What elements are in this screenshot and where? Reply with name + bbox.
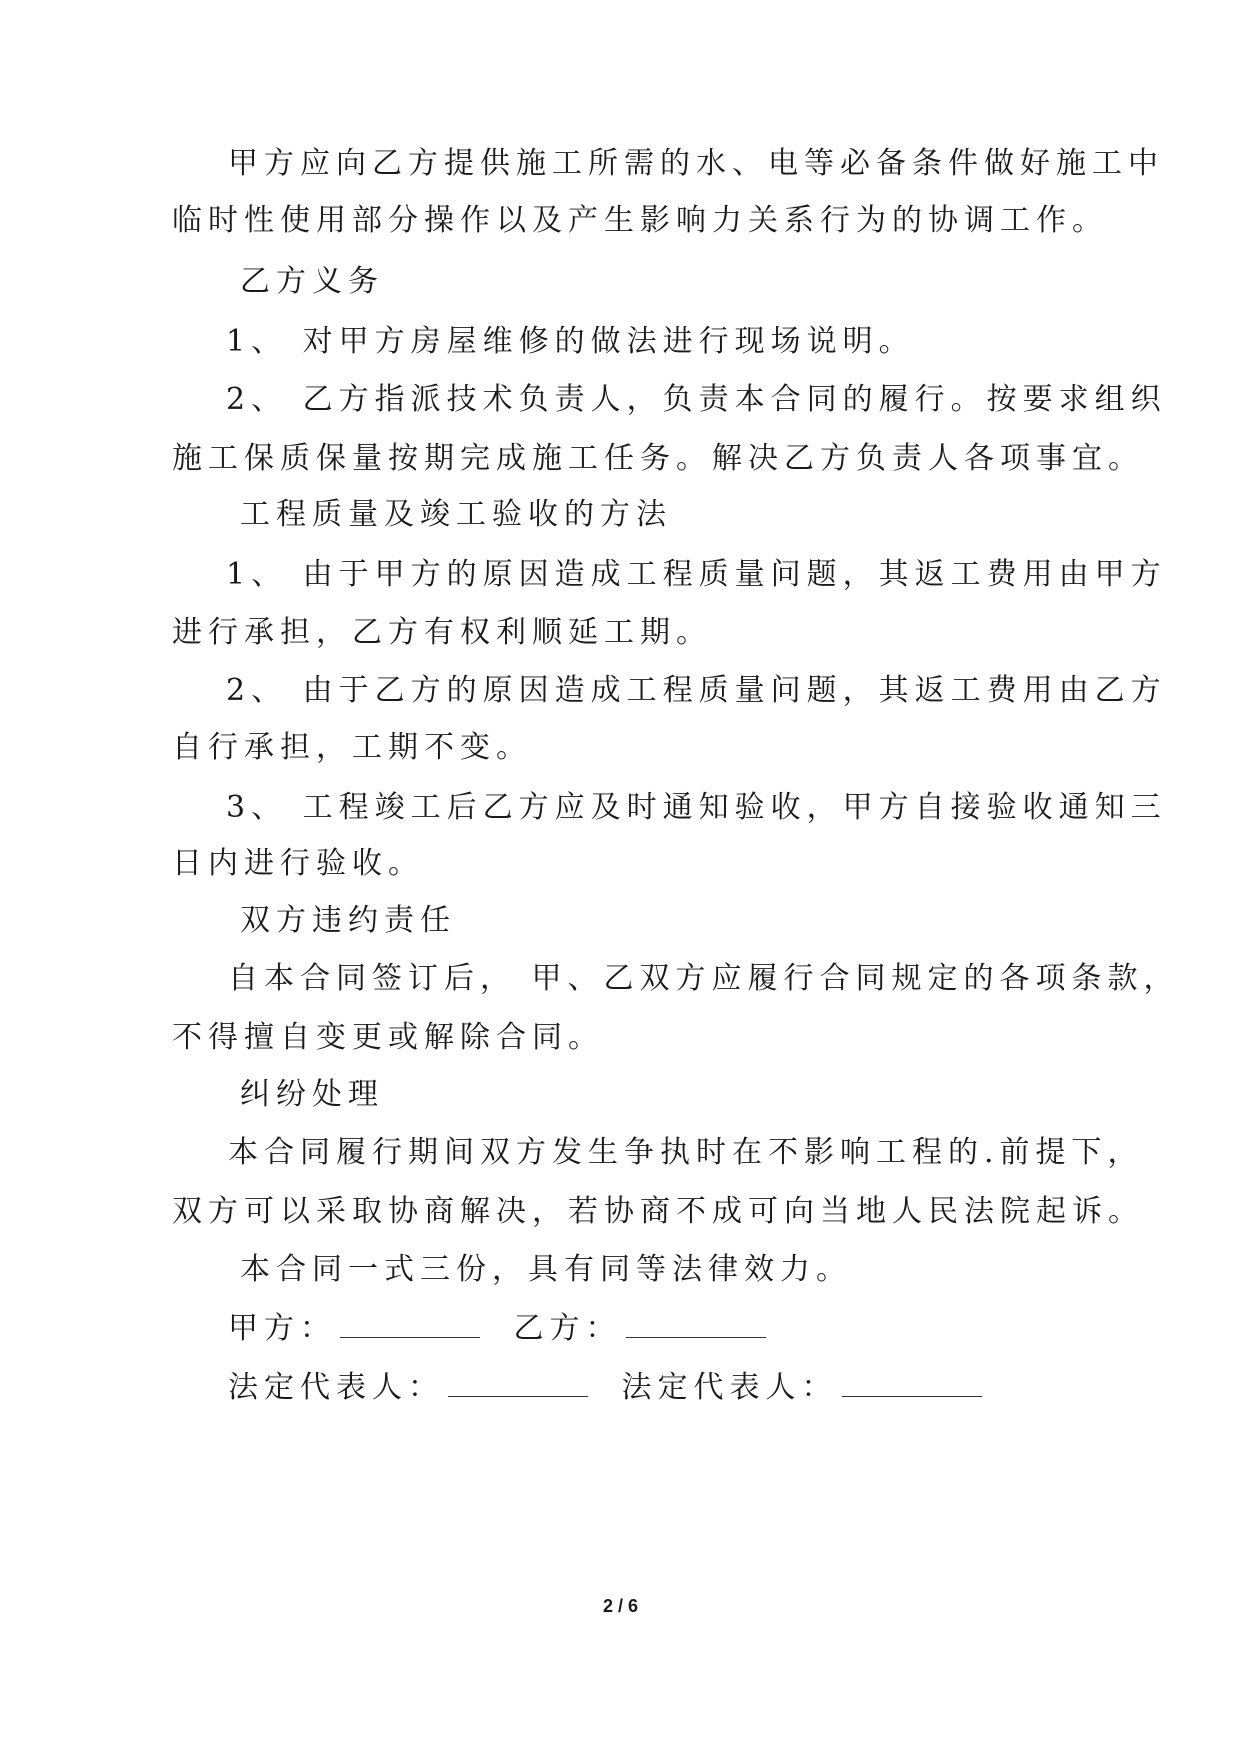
party-a-signature-line [340, 1311, 480, 1338]
section-heading: 工程质量及竣工验收的方法 [240, 497, 672, 532]
party-a-label: 甲方： [228, 1311, 336, 1346]
rep-a-signature-line [448, 1370, 588, 1397]
paragraph-line: 不得擅自变更或解除合同。 [172, 1020, 604, 1055]
party-b-signature-line [626, 1311, 766, 1338]
list-item: 3、 工程竣工后乙方应及时通知验收，甲方自接验收通知三 [226, 790, 1167, 825]
list-item: 2、 乙方指派技术负责人，负责本合同的履行。按要求组织 [226, 382, 1167, 417]
paragraph-line: 双方可以采取协商解决，若协商不成可向当地人民法院起诉。 [172, 1194, 1144, 1229]
section-heading: 纠纷处理 [240, 1077, 384, 1112]
paragraph-line: 临时性使用部分操作以及产生影响力关系行为的协调工作。 [172, 203, 1108, 238]
section-heading: 双方违约责任 [240, 903, 456, 938]
signature-row-parties [228, 1311, 766, 1347]
list-item: 1、 由于甲方的原因造成工程质量问题，其返工费用由甲方 [226, 557, 1167, 592]
list-item: 2、 由于乙方的原因造成工程质量问题，其返工费用由乙方 [226, 673, 1167, 708]
paragraph-line: 日内进行验收。 [172, 846, 424, 881]
paragraph-line: 自行承担，工期不变。 [172, 730, 532, 765]
page-number: 2 / 6 [602, 1596, 639, 1616]
paragraph-line: 本合同一式三份，具有同等法律效力。 [240, 1252, 852, 1287]
list-item: 1、 对甲方房屋维修的做法进行现场说明。 [226, 324, 915, 359]
paragraph-line: 进行承担，乙方有权利顺延工期。 [172, 615, 712, 650]
paragraph-line: 施工保质保量按期完成施工任务。解决乙方负责人各项事宜。 [172, 441, 1144, 476]
rep-a-label: 法定代表人： [228, 1370, 444, 1405]
section-heading: 乙方义务 [240, 264, 384, 299]
rep-b-label: 法定代表人： [621, 1370, 838, 1405]
party-b-label: 乙方： [513, 1311, 622, 1346]
signature-row-representatives [228, 1370, 982, 1406]
paragraph-line: 本合同履行期间双方发生争执时在不影响工程的.前提下， [228, 1135, 1144, 1170]
paragraph-line: 甲方应向乙方提供施工所需的水、电等必备条件做好施工中 [228, 146, 1164, 181]
paragraph-line: 自本合同签订后， 甲、乙双方应履行合同规定的各项条款， [228, 961, 1180, 996]
rep-b-signature-line [842, 1370, 982, 1397]
